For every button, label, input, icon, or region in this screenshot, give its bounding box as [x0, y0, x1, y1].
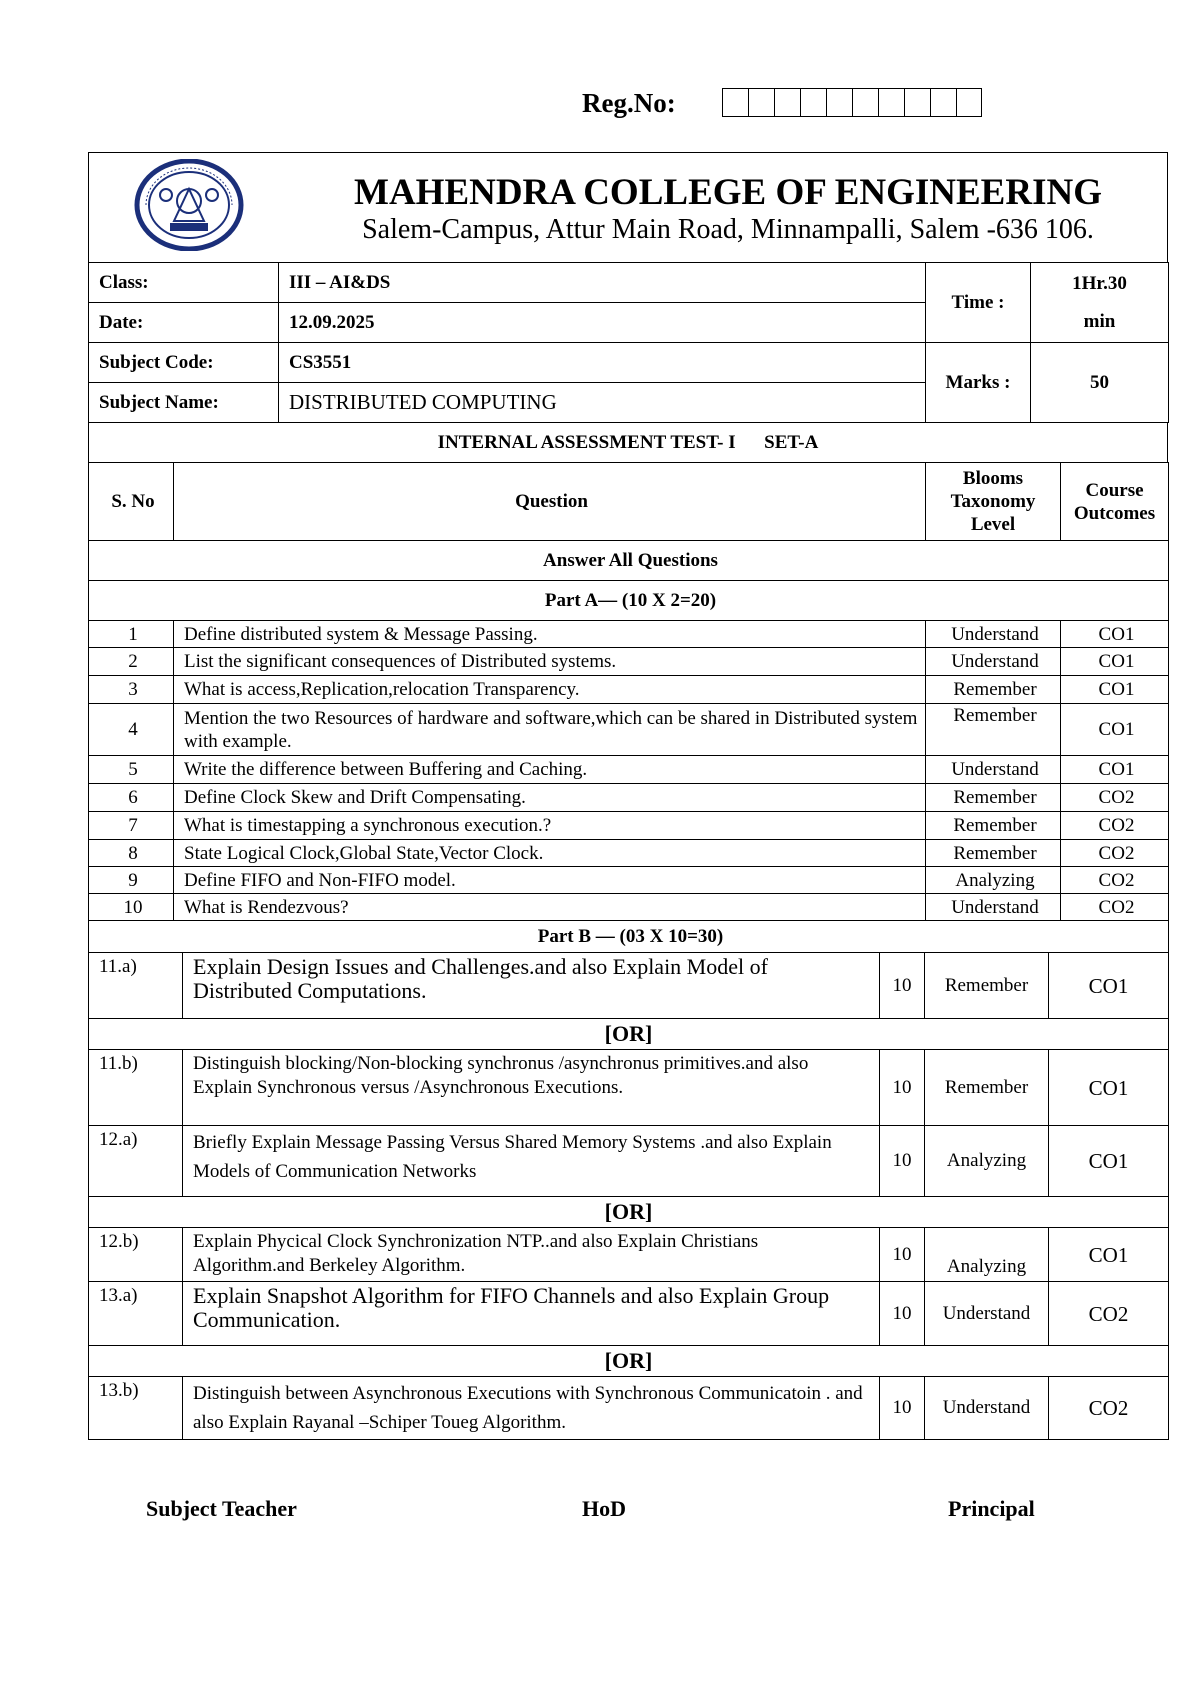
instruction: Answer All Questions [89, 541, 1169, 581]
question-number: 7 [89, 812, 174, 840]
table-row [89, 953, 1169, 1019]
college-name: MAHENDRA COLLEGE OF ENGINEERING [354, 172, 1102, 213]
subject-name-label: Subject Name: [89, 383, 279, 423]
question-marks: 10 [880, 953, 925, 1019]
subject-name-value: DISTRIBUTED COMPUTING [279, 383, 926, 423]
subject-code-label: Subject Code: [89, 343, 279, 383]
table-row [89, 1282, 1169, 1346]
class-label: Class: [89, 263, 279, 303]
question-text: What is Rendezvous? [174, 894, 926, 921]
or-separator: [OR] [89, 1197, 1169, 1228]
or-separator: [OR] [89, 1019, 1169, 1050]
date-label: Date: [89, 303, 279, 343]
question-number: 12.a) [89, 1126, 183, 1197]
part-b-table [88, 952, 1169, 1440]
blooms-level: Remember [926, 676, 1061, 704]
question-number: 4 [89, 704, 174, 756]
reg-no-label: Reg.No: [582, 88, 676, 118]
header-blooms-line-2: Taxonomy [950, 491, 1036, 512]
blooms-level: Understand [926, 756, 1061, 784]
blooms-level: Understand [926, 648, 1061, 676]
question-marks: 10 [880, 1282, 925, 1346]
question-text: State Logical Clock,Global State,Vector Clock. [174, 840, 926, 867]
course-outcome: CO1 [1049, 953, 1169, 1019]
date-value: 12.09.2025 [279, 303, 926, 343]
reg-no-box [800, 88, 826, 117]
course-outcome: CO2 [1061, 840, 1169, 867]
blooms-level: Analyzing [925, 1126, 1049, 1197]
question-number: 1 [89, 621, 174, 648]
blooms-level: Understand [925, 1377, 1049, 1440]
class-value: III – AI&DS [279, 263, 926, 303]
question-marks: 10 [880, 1377, 925, 1440]
question-text: Explain Design Issues and Challenges.and also Explain Model of Distributed Computations. [183, 953, 880, 1019]
blooms-level: Remember [925, 953, 1049, 1019]
header-course-outcomes [1061, 463, 1169, 541]
signature-principal: Principal [948, 1496, 1035, 1521]
reg-no-box [774, 88, 800, 117]
header-course-line-2: Outcomes [1073, 502, 1156, 524]
question-text: What is access,Replication,relocation Transparency. [174, 676, 926, 704]
blooms-level: Remember [925, 1050, 1049, 1126]
blooms-level: Analyzing [926, 867, 1061, 894]
marks-value: 50 [1031, 343, 1169, 423]
course-outcome: CO1 [1049, 1050, 1169, 1126]
question-text: Mention the two Resources of hardware and software,which can be shared in Distributed system with example. [174, 704, 926, 756]
question-number: 8 [89, 840, 174, 867]
question-marks: 10 [880, 1126, 925, 1197]
course-outcome: CO1 [1061, 648, 1169, 676]
question-text: Distinguish blocking/Non-blocking synchronus /asynchronus primitives.and also Explain Synchronous versus /Asynchronous Executions. [183, 1050, 880, 1126]
question-number: 10 [89, 894, 174, 921]
test-title: INTERNAL ASSESSMENT TEST- I SET-A [89, 423, 1168, 463]
question-text: Explain Phycical Clock Synchronization NTP..and also Explain Christians Algorithm.and Berkeley Algorithm. [183, 1228, 880, 1282]
header-blooms-line-1: Blooms [962, 468, 1024, 489]
blooms-level: Remember [926, 784, 1061, 812]
blooms-level: Understand [926, 621, 1061, 648]
reg-no-box [722, 88, 748, 117]
question-text: What is timestapping a synchronous execution.? [174, 812, 926, 840]
table-row [89, 1228, 1169, 1282]
test-title-table [88, 422, 1168, 463]
part-a-table [88, 462, 1169, 953]
question-text: Define Clock Skew and Drift Compensating. [174, 784, 926, 812]
question-text: Write the difference between Buffering and Caching. [174, 756, 926, 784]
time-value [1031, 263, 1169, 343]
blooms-level: Remember [926, 840, 1061, 867]
question-text: Briefly Explain Message Passing Versus Shared Memory Systems .and also Explain Models of Communication Networks [183, 1126, 880, 1197]
course-outcome: CO2 [1061, 867, 1169, 894]
course-outcome: CO1 [1049, 1228, 1169, 1282]
table-row [89, 621, 1169, 648]
header-sno: S. No [89, 463, 174, 541]
college-logo-cell [89, 153, 290, 263]
table-row [89, 648, 1169, 676]
question-text: Explain Snapshot Algorithm for FIFO Channels and also Explain Group Communication. [183, 1282, 880, 1346]
question-text: Define distributed system & Message Passing. [174, 621, 926, 648]
table-row [89, 756, 1169, 784]
question-number: 11.a) [89, 953, 183, 1019]
table-row [89, 840, 1169, 867]
blooms-level: Understand [926, 894, 1061, 921]
question-number: 6 [89, 784, 174, 812]
table-row [89, 1050, 1169, 1126]
reg-no-box [930, 88, 956, 117]
marks-label: Marks : [926, 343, 1031, 423]
question-number: 3 [89, 676, 174, 704]
college-names [289, 153, 1168, 263]
question-text: Define FIFO and Non-FIFO model. [174, 867, 926, 894]
reg-no-boxes [722, 88, 982, 117]
reg-no-box [904, 88, 930, 117]
table-row [89, 894, 1169, 921]
question-number: 13.b) [89, 1377, 183, 1440]
table-row [89, 676, 1169, 704]
time-label: Time : [926, 263, 1031, 343]
header-question: Question [174, 463, 926, 541]
question-text: List the significant consequences of Distributed systems. [174, 648, 926, 676]
part-a-title: Part A— (10 X 2=20) [89, 581, 1169, 621]
time-value-line-1: 1Hr.30 [1072, 272, 1127, 294]
question-number: 12.b) [89, 1228, 183, 1282]
table-row [89, 867, 1169, 894]
course-outcome: CO2 [1061, 894, 1169, 921]
blooms-level: Understand [925, 1282, 1049, 1346]
course-outcome: CO1 [1049, 1126, 1169, 1197]
question-text: Distinguish between Asynchronous Executions with Synchronous Communicatoin . and also Explain Rayanal –Schiper Toueg Algorithm. [183, 1377, 880, 1440]
signature-subject-teacher: Subject Teacher [146, 1496, 297, 1521]
course-outcome: CO1 [1061, 676, 1169, 704]
course-outcome: CO2 [1061, 812, 1169, 840]
question-number: 9 [89, 867, 174, 894]
college-address: Salem-Campus, Attur Main Road, Minnampalli, Salem -636 106. [362, 214, 1094, 245]
question-number: 11.b) [89, 1050, 183, 1126]
course-outcome: CO1 [1061, 704, 1169, 756]
college-logo-icon [134, 159, 244, 251]
question-number: 13.a) [89, 1282, 183, 1346]
reg-no-box [878, 88, 904, 117]
course-outcome: CO2 [1061, 784, 1169, 812]
table-row [89, 1377, 1169, 1440]
blooms-level: Remember [926, 812, 1061, 840]
question-number: 5 [89, 756, 174, 784]
table-row [89, 1126, 1169, 1197]
reg-no-box [956, 88, 982, 117]
blooms-level: Analyzing [925, 1228, 1049, 1282]
course-outcome: CO1 [1061, 621, 1169, 648]
course-outcome: CO2 [1049, 1377, 1169, 1440]
table-row [89, 812, 1169, 840]
reg-no-box [826, 88, 852, 117]
header-course-line-1: Course [1085, 479, 1144, 501]
part-b-title: Part B — (03 X 10=30) [89, 921, 1169, 953]
question-marks: 10 [880, 1228, 925, 1282]
course-outcome: CO2 [1049, 1282, 1169, 1346]
question-marks: 10 [880, 1050, 925, 1126]
college-header [88, 152, 1168, 263]
subject-code-value: CS3551 [279, 343, 926, 383]
question-number: 2 [89, 648, 174, 676]
time-value-line-2: min [1083, 310, 1116, 332]
or-separator: [OR] [89, 1346, 1169, 1377]
blooms-level: Remember [926, 704, 1061, 756]
header-blooms-line-3: Level [970, 514, 1016, 535]
reg-no-box [748, 88, 774, 117]
reg-no-box [852, 88, 878, 117]
table-row [89, 784, 1169, 812]
signature-hod: HoD [582, 1496, 626, 1521]
table-row [89, 704, 1169, 756]
header-blooms [926, 463, 1061, 541]
exam-info-table [88, 262, 1169, 423]
course-outcome: CO1 [1061, 756, 1169, 784]
